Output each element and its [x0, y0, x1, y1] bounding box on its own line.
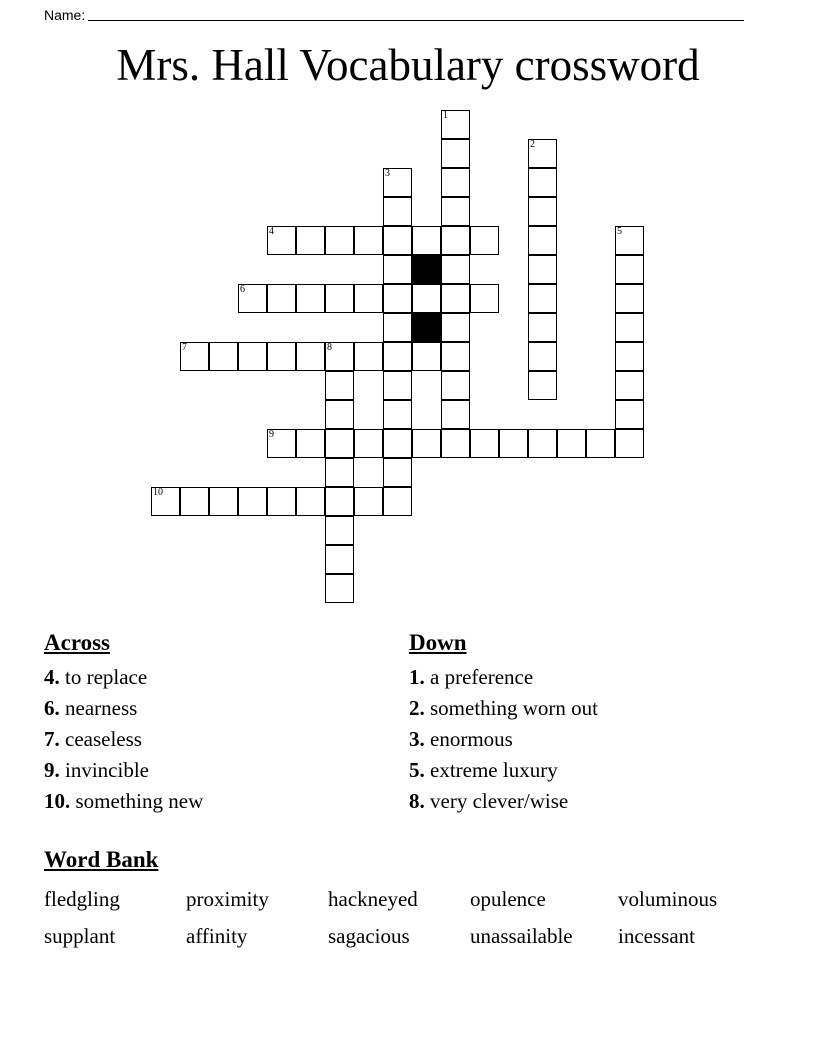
grid-cell[interactable]	[325, 487, 354, 516]
grid-cell[interactable]	[441, 284, 470, 313]
grid-cell[interactable]	[296, 284, 325, 313]
grid-cell[interactable]	[325, 545, 354, 574]
grid-cell[interactable]	[354, 487, 383, 516]
grid-cell[interactable]	[441, 429, 470, 458]
name-label: Name:	[44, 7, 86, 23]
grid-cell[interactable]	[615, 255, 644, 284]
clue-text: something worn out	[424, 696, 598, 720]
grid-cell[interactable]	[383, 487, 412, 516]
grid-cell[interactable]	[557, 429, 586, 458]
grid-cell[interactable]	[180, 487, 209, 516]
word-bank-word[interactable]: proximity	[186, 887, 269, 911]
grid-cell[interactable]	[441, 342, 470, 371]
grid-cell[interactable]	[528, 197, 557, 226]
grid-cell[interactable]	[325, 400, 354, 429]
grid-cell[interactable]	[441, 110, 470, 139]
grid-cell[interactable]	[354, 342, 383, 371]
grid-cell[interactable]	[267, 226, 296, 255]
grid-cell[interactable]	[296, 342, 325, 371]
grid-cell[interactable]	[325, 284, 354, 313]
clue-item	[44, 724, 409, 755]
grid-cell[interactable]	[238, 487, 267, 516]
grid-cell[interactable]	[528, 226, 557, 255]
grid-cell[interactable]	[441, 400, 470, 429]
clue-item	[44, 786, 409, 817]
grid-cell[interactable]	[238, 284, 267, 313]
clue-item	[409, 724, 774, 755]
grid-cell[interactable]	[267, 284, 296, 313]
clue-number: 4.	[44, 665, 60, 689]
grid-cell[interactable]	[615, 313, 644, 342]
word-bank-heading: Word Bank	[44, 847, 159, 872]
grid-cell[interactable]	[180, 342, 209, 371]
grid-cell[interactable]	[267, 429, 296, 458]
clue-item	[44, 693, 409, 724]
clue-text: invincible	[59, 758, 149, 782]
clue-item	[409, 662, 774, 693]
clue-number: 3.	[409, 727, 425, 751]
grid-cell[interactable]	[441, 139, 470, 168]
clue-text: to replace	[59, 665, 148, 689]
grid-cell[interactable]	[528, 429, 557, 458]
grid-cell[interactable]	[209, 487, 238, 516]
grid-cell[interactable]	[325, 371, 354, 400]
clue-item	[409, 786, 774, 817]
grid-cell[interactable]	[499, 429, 528, 458]
page-title: Mrs. Hall Vocabulary crossword	[116, 40, 700, 90]
grid-cell[interactable]	[151, 487, 180, 516]
clue-text: ceaseless	[59, 727, 142, 751]
grid-cell[interactable]	[383, 342, 412, 371]
grid-cell[interactable]	[296, 226, 325, 255]
clue-number: 2.	[409, 696, 425, 720]
grid-cell-number: 4	[269, 226, 274, 237]
clue-text: enormous	[424, 727, 513, 751]
grid-cell[interactable]	[615, 284, 644, 313]
grid-cell-number: 1	[443, 110, 448, 121]
across-clue-column	[44, 628, 409, 817]
grid-cell[interactable]	[528, 284, 557, 313]
grid-cell[interactable]	[383, 226, 412, 255]
grid-cell[interactable]	[528, 342, 557, 371]
grid-cell-number: 2	[530, 139, 535, 150]
grid-cell[interactable]	[209, 342, 238, 371]
clue-section	[44, 628, 784, 817]
grid-cell[interactable]	[528, 313, 557, 342]
grid-cell[interactable]	[441, 226, 470, 255]
grid-cell-blocked	[412, 255, 441, 284]
clue-item	[44, 755, 409, 786]
grid-cell[interactable]	[528, 139, 557, 168]
word-bank-word[interactable]: supplant	[44, 924, 116, 948]
grid-cell[interactable]	[412, 226, 441, 255]
grid-cell[interactable]	[441, 371, 470, 400]
grid-cell[interactable]	[354, 284, 383, 313]
clue-number: 8.	[409, 789, 425, 813]
word-bank-row	[44, 918, 784, 955]
clue-text: very clever/wise	[424, 789, 569, 813]
grid-cell[interactable]	[470, 226, 499, 255]
grid-cell[interactable]	[383, 284, 412, 313]
grid-cell[interactable]	[267, 487, 296, 516]
grid-cell[interactable]	[383, 168, 412, 197]
clue-text: nearness	[59, 696, 138, 720]
grid-cell[interactable]	[296, 429, 325, 458]
grid-cell[interactable]	[325, 458, 354, 487]
clue-number: 7.	[44, 727, 60, 751]
grid-cell[interactable]	[470, 429, 499, 458]
clue-number: 5.	[409, 758, 425, 782]
grid-cell-number: 10	[153, 487, 163, 498]
word-bank-section	[44, 845, 784, 955]
grid-cell[interactable]	[354, 226, 383, 255]
down-heading: Down	[409, 630, 467, 655]
clue-number: 9.	[44, 758, 60, 782]
grid-cell-number: 3	[385, 168, 390, 179]
grid-cell[interactable]	[383, 313, 412, 342]
grid-cell[interactable]	[441, 197, 470, 226]
clue-number: 6.	[44, 696, 60, 720]
clue-text: something new	[70, 789, 204, 813]
across-clue-list	[44, 662, 409, 817]
grid-cell[interactable]	[470, 284, 499, 313]
grid-cell[interactable]	[528, 255, 557, 284]
word-bank-row	[44, 881, 784, 918]
grid-cell[interactable]	[325, 429, 354, 458]
word-bank-word[interactable]: hackneyed	[328, 887, 418, 911]
grid-cell-number: 5	[617, 226, 622, 237]
grid-cell[interactable]	[383, 255, 412, 284]
grid-cell-number: 7	[182, 342, 187, 353]
grid-cell[interactable]	[325, 342, 354, 371]
grid-cell-number: 8	[327, 342, 332, 353]
grid-cell-blocked	[412, 313, 441, 342]
down-clue-list	[409, 662, 774, 817]
grid-cell[interactable]	[267, 342, 296, 371]
grid-cell[interactable]	[325, 516, 354, 545]
grid-cell[interactable]	[412, 342, 441, 371]
grid-cell[interactable]	[296, 487, 325, 516]
grid-cell[interactable]	[441, 255, 470, 284]
grid-cell[interactable]	[238, 342, 267, 371]
across-heading: Across	[44, 630, 111, 655]
grid-cell[interactable]	[441, 168, 470, 197]
clue-number: 10.	[44, 789, 71, 813]
word-bank-word[interactable]: incessant	[618, 924, 695, 948]
grid-cell[interactable]	[325, 226, 354, 255]
grid-cell[interactable]	[383, 400, 412, 429]
down-clue-column	[409, 628, 774, 817]
grid-cell[interactable]	[586, 429, 615, 458]
grid-cell-number: 6	[240, 284, 245, 295]
word-bank-word[interactable]: opulence	[470, 887, 546, 911]
clue-text: extreme luxury	[424, 758, 558, 782]
grid-cell[interactable]	[441, 313, 470, 342]
grid-cell[interactable]	[354, 429, 383, 458]
grid-cell[interactable]	[383, 197, 412, 226]
clue-item	[409, 693, 774, 724]
grid-cell[interactable]	[615, 342, 644, 371]
clue-number: 1.	[409, 665, 425, 689]
clue-item	[409, 755, 774, 786]
grid-cell[interactable]	[383, 458, 412, 487]
clue-item	[44, 662, 409, 693]
grid-cell[interactable]	[383, 371, 412, 400]
grid-cell[interactable]	[412, 429, 441, 458]
word-bank-word[interactable]: fledgling	[44, 887, 120, 911]
word-bank-word[interactable]: affinity	[186, 924, 248, 948]
grid-cell[interactable]	[528, 371, 557, 400]
grid-cell[interactable]	[528, 168, 557, 197]
grid-cell[interactable]	[325, 574, 354, 603]
clue-text: a preference	[424, 665, 534, 689]
grid-cell[interactable]	[615, 400, 644, 429]
grid-cell[interactable]	[383, 429, 412, 458]
word-bank-word[interactable]: sagacious	[328, 924, 410, 948]
grid-cell[interactable]	[615, 371, 644, 400]
word-bank-word[interactable]: unassailable	[470, 924, 573, 948]
grid-cell[interactable]	[615, 429, 644, 458]
grid-cell-number: 9	[269, 429, 274, 440]
word-bank-rows	[44, 881, 784, 955]
grid-cell[interactable]	[412, 284, 441, 313]
grid-cell[interactable]	[615, 226, 644, 255]
word-bank-word[interactable]: voluminous	[618, 887, 718, 911]
